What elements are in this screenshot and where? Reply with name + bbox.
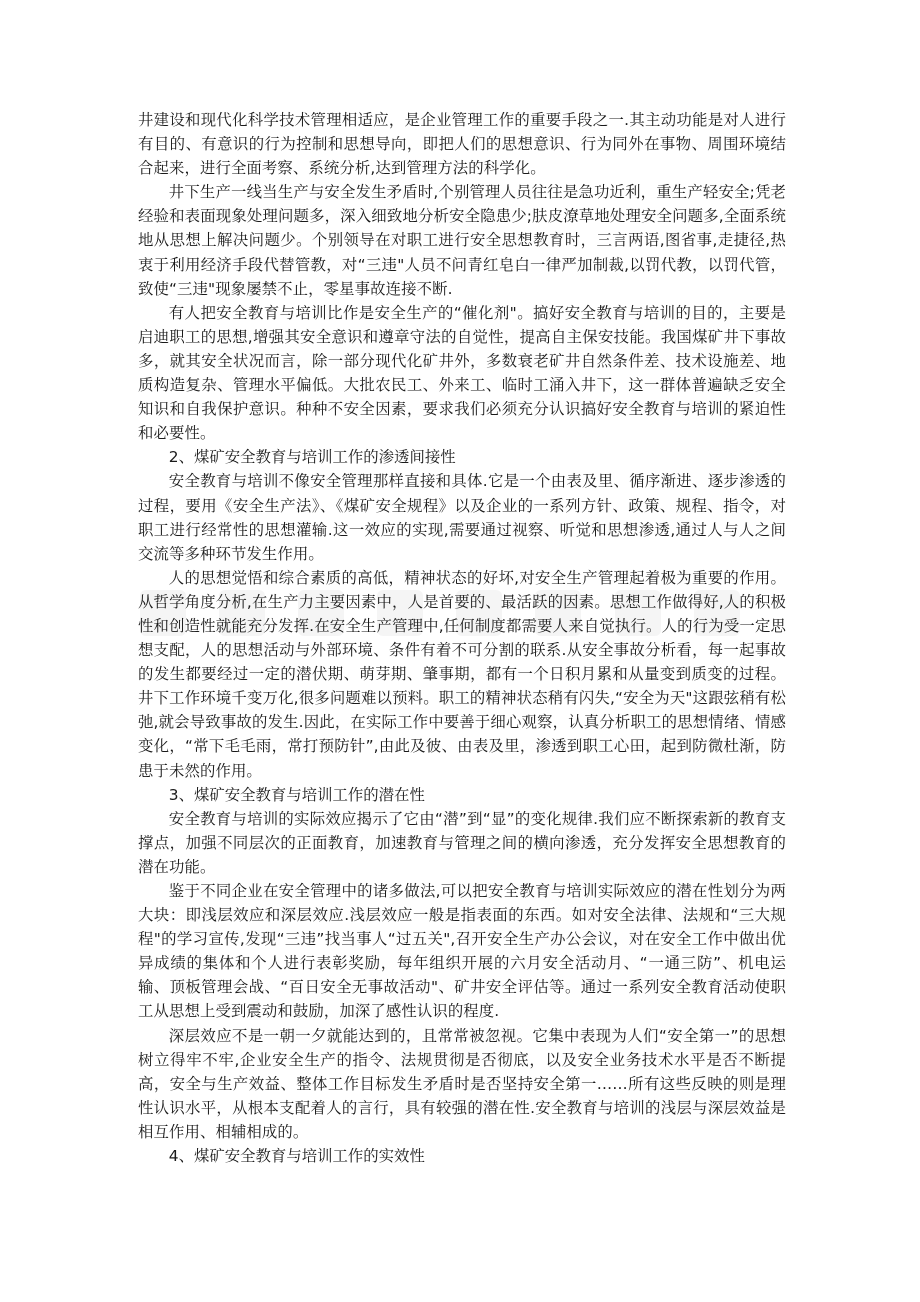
section-heading: 2、煤矿安全教育与培训工作的渗透间接性 <box>168 448 456 467</box>
paragraph: 井下生产一线当生产与安全发生矛盾时,个别管理人员往往是急功近利，重生产轻安全;凭老经验和表面现象处理问题多，深入细致地分析安全隐患少;肤皮潦草地处理安全问题多,全面系统地从思想上解决问题少。个别领导在对职工进行安全思想教育时，三言两语,图省事,走捷径,热衷于利用经济手段代替管教，对“三违"人员不问青红皂白一律严加制裁,以罚代教，以罚代管，致使“三违"现象屡禁不止，零星事故连接不断. <box>138 183 786 298</box>
document-body <box>138 108 786 1168</box>
paragraph: 深层效应不是一朝一夕就能达到的，且常常被忽视。它集中表现为人们“安全第一”的思想树立得牢不牢,企业安全生产的指令、法规贯彻是否彻底，以及安全业务技术水平是否不断提高，安全与生产效益、整体工作目标发生矛盾时是否坚持安全第一……所有这些反映的则是理性认识水平，从根本支配着人的言行，具有较强的潜在性.安全教育与培训的浅层与深层效益是相互作用、相辅相成的。 <box>138 1026 786 1141</box>
section-heading: 3、煤矿安全教育与培训工作的潜在性 <box>168 785 425 804</box>
paragraph: 安全教育与培训的实际效应揭示了它由“潜”到“显”的变化规律.我们应不断探索新的教育支撑点，加强不同层次的正面教育，加速教育与管理之间的横向渗透，充分发挥安全思想教育的潜在功能。 <box>138 809 786 876</box>
paragraph: 有人把安全教育与培训比作是安全生产的“催化剂"。搞好安全教育与培训的目的，主要是启迪职工的思想,增强其安全意识和遵章守法的自觉性，提高自主保安技能。我国煤矿井下事故多，就其安全状况而言，除一部分现代化矿井外，多数衰老矿井自然条件差、技术设施差、地质构造复杂、管理水平偏低。大批农民工、外来工、临时工涌入井下，这一群体普遍缺乏安全知识和自我保护意识。种种不安全因素，要求我们必须充分认识搞好安全教育与培训的紧迫性和必要性。 <box>138 303 786 443</box>
paragraph: 鉴于不同企业在安全管理中的诸多做法,可以把安全教育与培训实际效应的潜在性划分为两大块：即浅层效应和深层效应.浅层效应一般是指表面的东西。如对安全法律、法规和“三大规程"的学习宣传,发现“三违”找当事人“过五关",召开安全生产办公会议，对在安全工作中做出优异成绩的集体和个人进行表彰奖励，每年组织开展的六月安全活动月、“一通三防”、机电运输、顶板管理会战、“百日安全无事故活动"、矿井安全评估等。通过一系列安全教育活动使职工从思想上受到震动和鼓励，加深了感性认识的程度. <box>138 882 786 1021</box>
paragraph: 井建设和现代化科学技术管理相适应，是企业管理工作的重要手段之一.其主动功能是对人进行有目的、有意识的行为控制和思想导向，即把人们的思想意识、行为同外在事物、周围环境结合起来，进行全面考察、系统分析,达到管理方法的科学化。 <box>138 111 786 178</box>
paragraph: 安全教育与培训不像安全管理那样直接和具体.它是一个由表及里、循序渐进、逐步渗透的过程，要用《安全生产法》、《煤矿安全规程》以及企业的一系列方针、政策、规程、指令，对职工进行经常性的思想灌输.这一效应的实现,需要通过视察、听觉和思想渗透,通过人与人之间交流等多种环节发生作用。 <box>138 472 786 563</box>
paragraph: 人的思想觉悟和综合素质的高低，精神状态的好坏,对安全生产管理起着极为重要的作用。从哲学角度分析,在生产力主要因素中，人是首要的、最活跃的因素。思想工作做得好,人的积极性和创造性就能充分发挥.在安全生产管理中,任何制度都需要人来自觉执行。人的行为受一定思想支配，人的思想活动与外部环境、条件有着不可分割的联系.从安全事故分析看，每一起事故的发生都要经过一定的潜伏期、萌芽期、肇事期，都有一个日积月累和从量变到质变的过程。井下工作环境千变万化,很多问题难以预料。职工的精神状态稍有闪失,“安全为天"这跟弦稍有松弛,就会导致事故的发生.因此，在实际工作中要善于细心观察，认真分析职工的思想情绪、情感变化，“常下毛毛雨，常打预防针”,由此及彼、由表及里，渗透到职工心田，起到防微杜渐，防患于未然的作用。 <box>138 568 786 780</box>
section-heading: 4、煤矿安全教育与培训工作的实效性 <box>168 1147 425 1166</box>
